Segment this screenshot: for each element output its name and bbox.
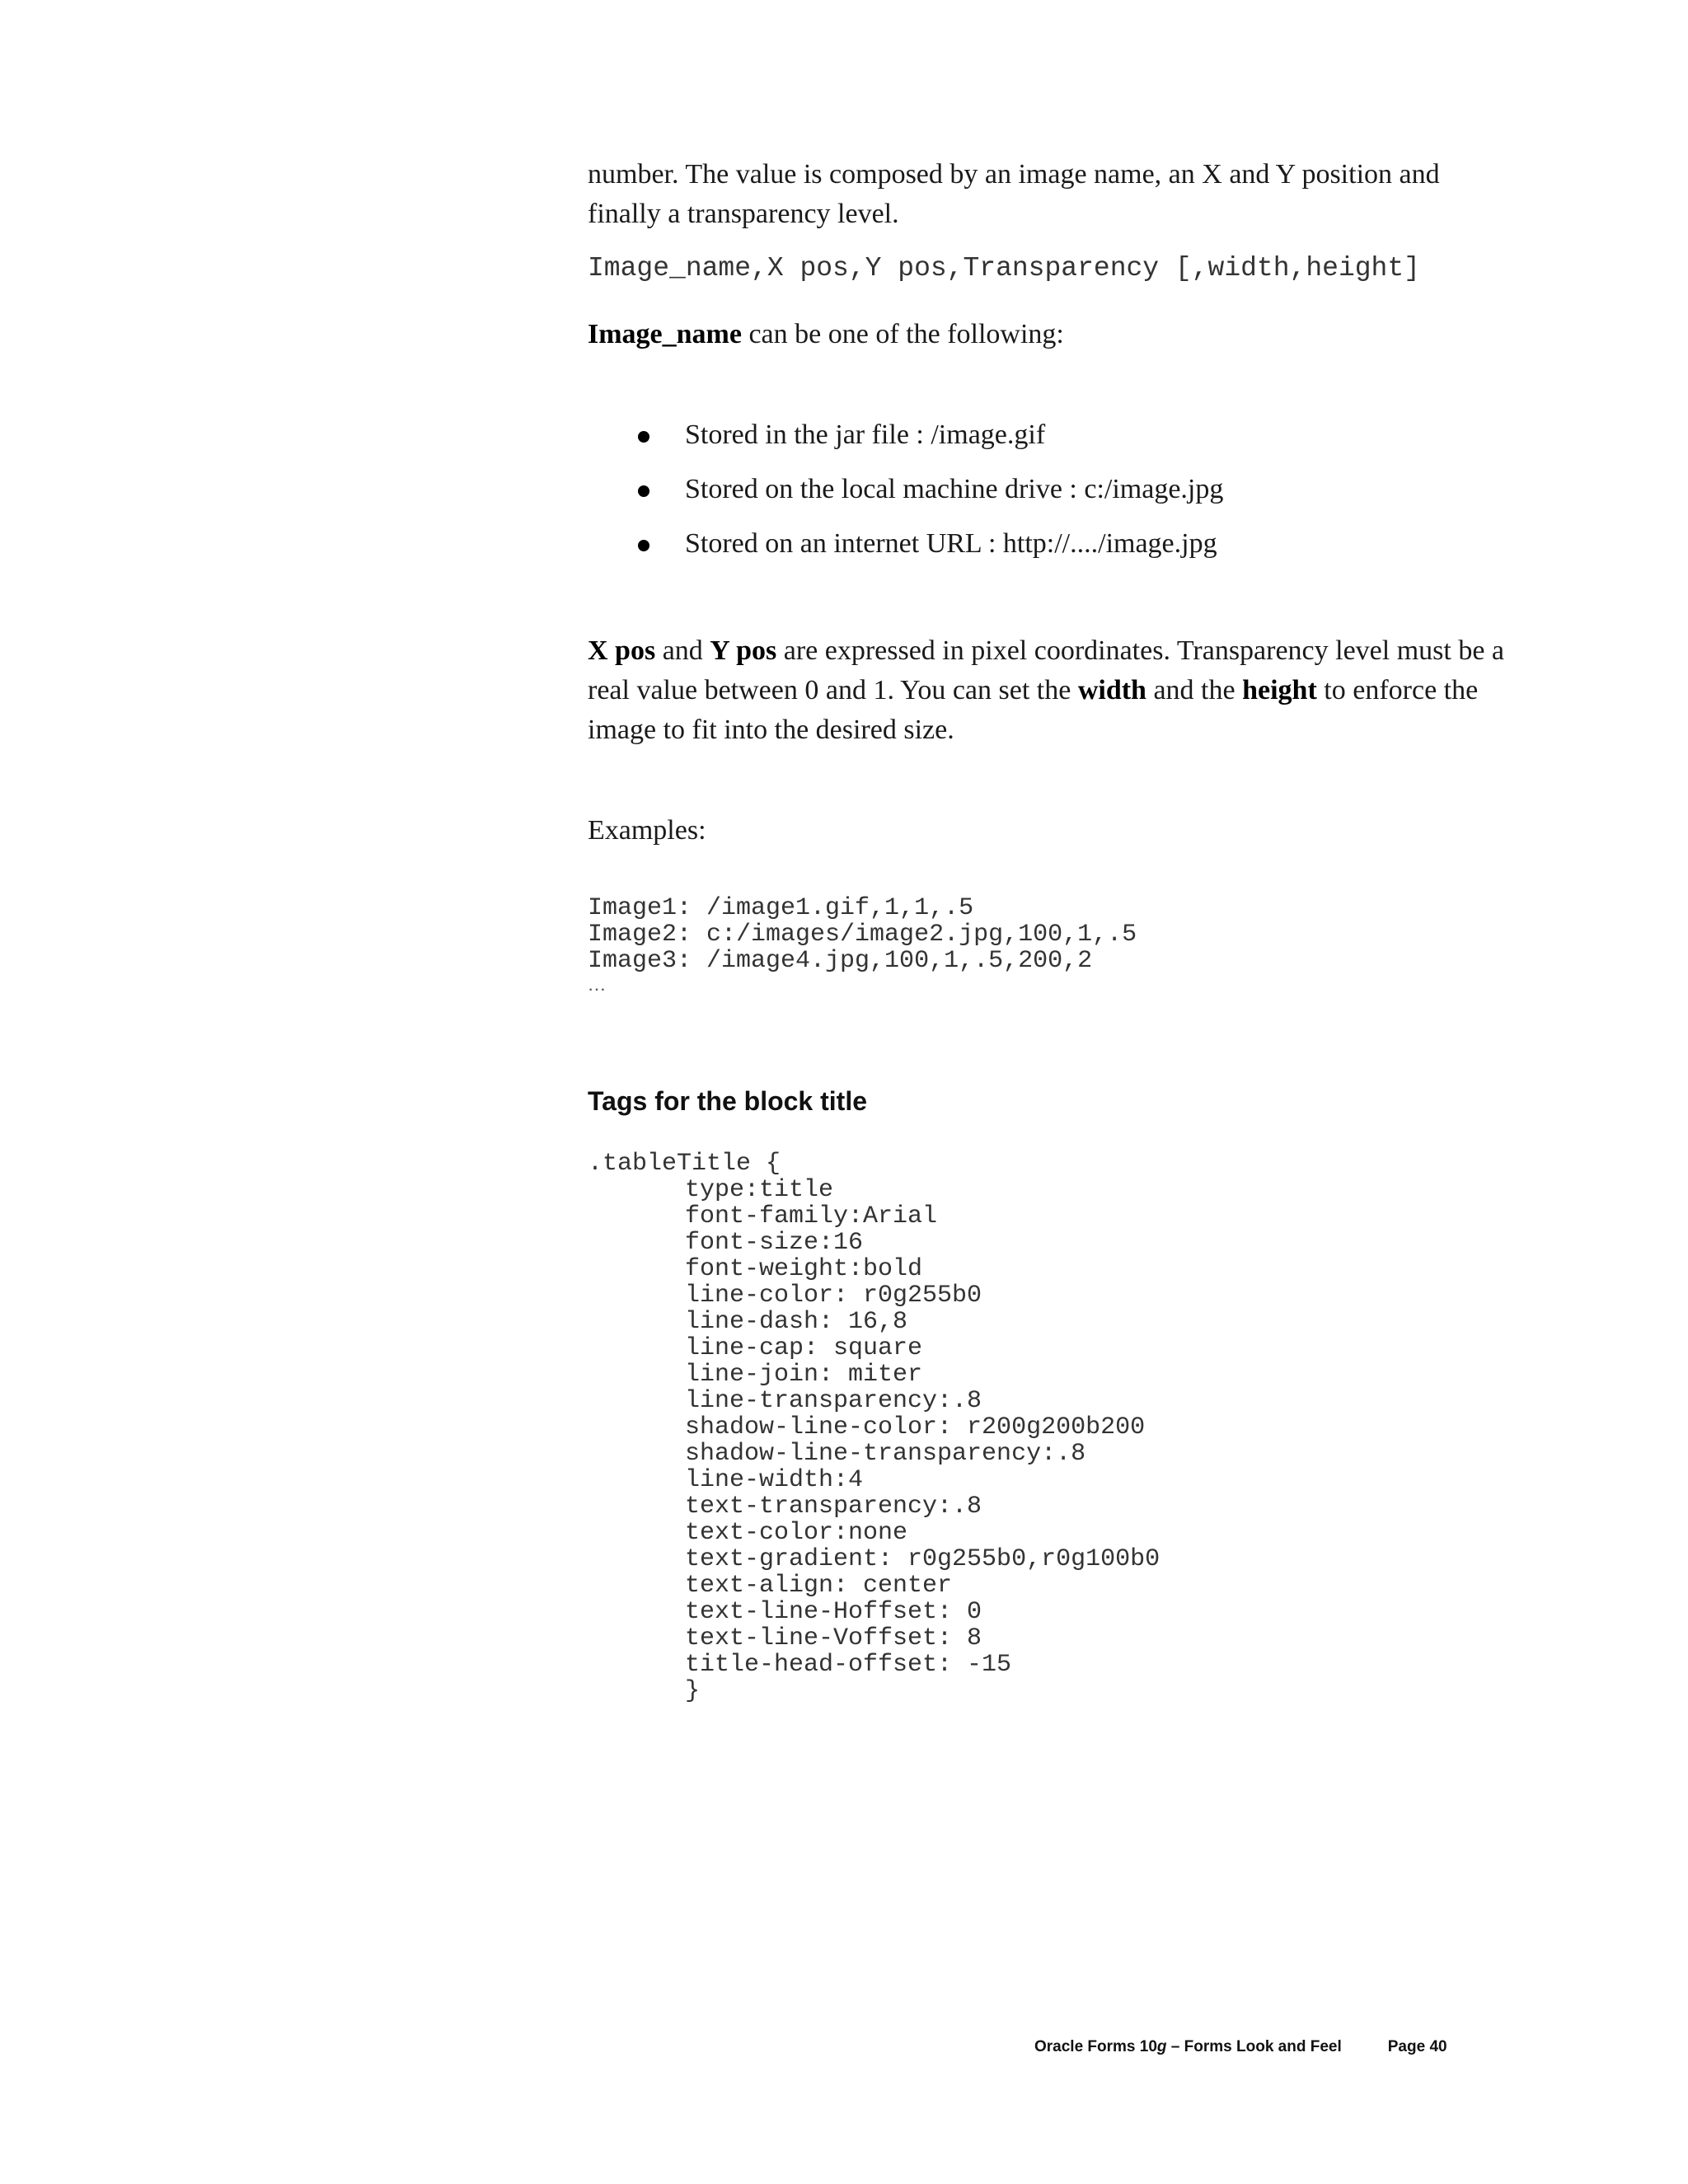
list-item-text: Stored in the jar file : /image.gif [685, 419, 1046, 450]
css-property-line: line-width:4 [685, 1466, 864, 1494]
intro-line-1: number. The value is composed by an image name, an X and Y position and [588, 159, 1440, 190]
css-property-line: line-join: miter [685, 1361, 923, 1389]
css-property-line: font-weight:bold [685, 1255, 923, 1283]
css-property-line: shadow-line-transparency:.8 [685, 1440, 1086, 1468]
list-item-text: Stored on an internet URL : http://..../image.jpg [685, 528, 1217, 559]
coords-text-3: and the [1146, 675, 1243, 705]
section-title: Tags for the block title [588, 1086, 867, 1116]
css-property-line: text-align: center [685, 1572, 953, 1600]
bullet-icon [638, 485, 649, 497]
css-property-line: text-line-Hoffset: 0 [685, 1598, 982, 1626]
css-property-line: text-gradient: r0g255b0,r0g100b0 [685, 1545, 1160, 1573]
footer-title [1034, 2038, 1342, 2055]
page-content [588, 148, 1523, 1704]
list-item [588, 470, 1523, 509]
example-line: Image1: /image1.gif,1,1,.5 [588, 894, 974, 922]
coords-text-4: to enforce the image to fit into the desired size. [588, 675, 1479, 745]
image-name-term: Image_name [588, 319, 742, 349]
examples-label: Examples: [588, 815, 706, 846]
coords-text-2: are expressed in pixel coordinates. Transparency level must be a real value between 0 and 1. You can set the [588, 635, 1505, 705]
example-line: Image2: c:/images/image2.jpg,100,1,.5 [588, 921, 1137, 949]
ypos-term: Y pos [710, 635, 777, 666]
css-selector-line: .tableTitle { [588, 1150, 781, 1178]
bullet-icon [638, 431, 649, 443]
example-ellipsis: … [588, 974, 606, 995]
page-number: Page 40 [1387, 2038, 1447, 2055]
css-property-line: type:title [685, 1176, 834, 1204]
footer-title-prefix: Oracle Forms 10 [1034, 2038, 1157, 2055]
image-name-lead-text: can be one of the following: [741, 319, 1064, 349]
css-property-line: line-color: r0g255b0 [685, 1282, 982, 1310]
width-term: width [1077, 675, 1146, 705]
intro-line-2: finally a transparency level. [588, 199, 899, 229]
css-property-line: line-transparency:.8 [685, 1387, 982, 1415]
css-property-line: line-cap: square [685, 1334, 923, 1362]
css-property-line: font-family:Arial [685, 1202, 938, 1230]
intro-paragraph [588, 155, 1523, 234]
value-signature: Image_name,X pos,Y pos,Transparency [,width,height] [588, 253, 1420, 284]
page-footer [1034, 2037, 1447, 2057]
css-property-line: line-dash: 16,8 [685, 1308, 908, 1336]
css-code-block [588, 1151, 1523, 1704]
css-property-line: text-transparency:.8 [685, 1493, 982, 1521]
coordinates-paragraph [588, 631, 1523, 750]
list-item [588, 415, 1523, 455]
image-source-list [588, 415, 1523, 564]
xpos-term: X pos [588, 635, 656, 666]
css-property-line: shadow-line-color: r200g200b200 [685, 1413, 1146, 1441]
footer-title-suffix: – Forms Look and Feel [1166, 2038, 1342, 2055]
css-property-line: font-size:16 [685, 1229, 864, 1257]
list-item [588, 524, 1523, 564]
css-property-line: text-color:none [685, 1519, 908, 1547]
list-item-text: Stored on the local machine drive : c:/image.jpg [685, 474, 1224, 504]
css-closing-brace: } [685, 1677, 701, 1705]
example-line: Image3: /image4.jpg,100,1,.5,200,2 [588, 947, 1093, 975]
css-property-line: text-line-Voffset: 8 [685, 1624, 982, 1652]
footer-title-g: g [1156, 2038, 1167, 2055]
css-property-line: title-head-offset: -15 [685, 1651, 1012, 1679]
height-term: height [1242, 675, 1317, 705]
image-name-lead [588, 315, 1523, 354]
examples-code-block [588, 895, 1523, 996]
coords-text-1: and [655, 635, 710, 666]
bullet-icon [638, 540, 649, 551]
